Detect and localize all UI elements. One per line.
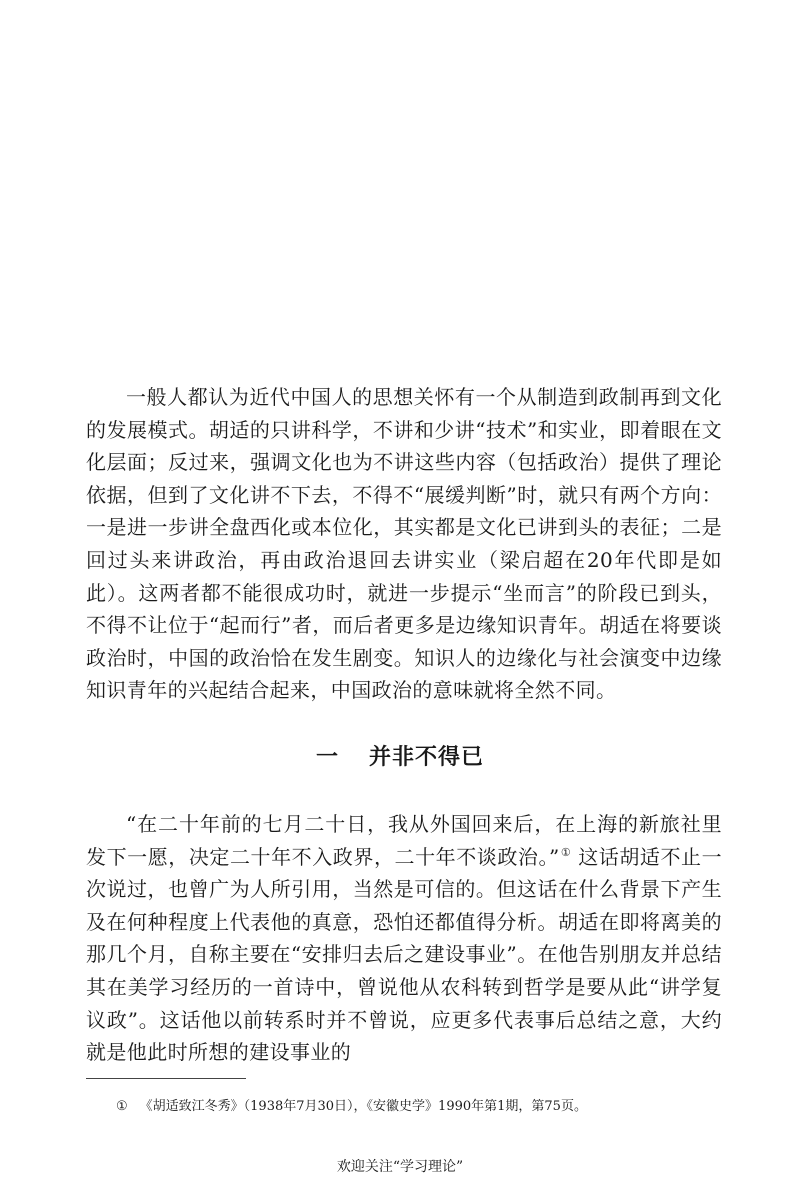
section-number: 一 bbox=[315, 745, 339, 770]
paragraph-text: 一般人都认为近代中国人的思想关怀有一个从制造到政制再到文化的发展模式。胡适的只讲科学，不讲和少讲“技术”和实业，即着眼在文化层面；反过来，强调文化也为不讲这些内容（包括政治）提供了理论依据，但到了文化讲不下去，不得不“展缓判断”时，就只有两个方向：一是进一步讲全盘西化或本位化，其实都是文化已讲到头的表征；二是回过头来讲政治，再由政治退回去讲实业（梁启超在20年代即是如此）。这两者都不能很成功时，就进一步提示“坐而言”的阶段已到头，不得不让位于“起而行”者，而后者更多是边缘知识青年。胡适在将要谈政治时，中国的政治恰在发生剧变。知识人的边缘化与社会演变中边缘知识青年的兴起结合起来，中国政治的意味就将全然不同。 bbox=[86, 385, 722, 703]
footnote bbox=[116, 1098, 736, 1116]
body-paragraph-section-1 bbox=[86, 808, 722, 1069]
footnote-reference[interactable]: ① bbox=[560, 845, 572, 859]
body-paragraph-intro bbox=[86, 381, 722, 707]
page-footer: 欢迎关注“学习理论” bbox=[336, 1159, 464, 1175]
quotation-text: “在二十年前的七月二十日，我从外国回来后，在上海的新旅社里发下一愿，决定二十年不入政界，二十年不谈政治。” bbox=[86, 812, 722, 869]
footnote-mark: ① bbox=[116, 1099, 128, 1114]
section-title: 并非不得已 bbox=[369, 745, 485, 770]
section-heading bbox=[0, 740, 800, 771]
footnote-divider bbox=[86, 1078, 246, 1079]
footnote-text: 《胡适致江冬秀》（1938年7月30日），《安徽史学》1990年第1期，第75页。 bbox=[139, 1099, 587, 1114]
paragraph-text: 这话胡适不止一次说过，也曾广为人所引用，当然是可信的。但这话在什么背景下产生及在何种程度上代表他的真意，恐怕还都值得分析。胡适在即将离美的那几个月，自称主要在“安排归去后之建设事业”。在他告别朋友并总结其在美学习经历的一首诗中，曾说他从农科转到哲学是要从此“讲学复议政”。这话他以前转系时并不曾说，应更多代表事后总结之意，大约就是他此时所想的建设事业的 bbox=[86, 844, 723, 1065]
